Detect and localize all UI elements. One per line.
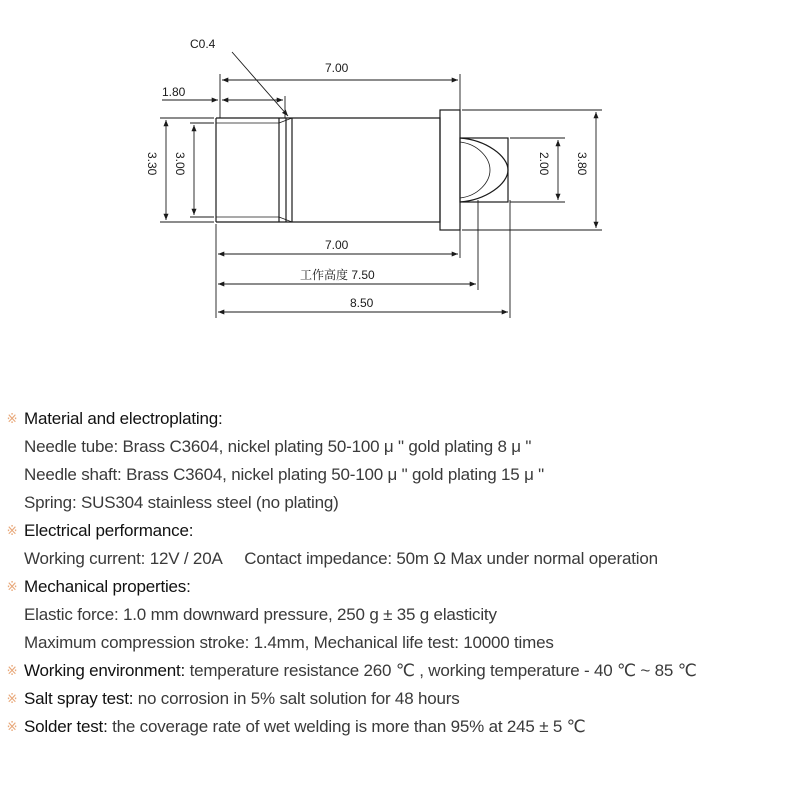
lead-length-label: 1.80 — [162, 85, 186, 99]
part-outline — [216, 110, 508, 230]
sparkle-icon: ※ — [6, 719, 18, 734]
environment-heading: Working environment: — [24, 661, 186, 680]
salt-heading: Salt spray test: — [24, 689, 134, 708]
material-heading: Material and electroplating: — [24, 409, 223, 428]
salt-text: no corrosion in 5% salt solution for 48 hours — [133, 689, 460, 708]
sparkle-icon: ※ — [6, 411, 18, 426]
working-height-label: 工作高度 7.50 — [300, 268, 375, 282]
outer-diameter-label: 3.30 — [145, 152, 159, 176]
inner-diameter-label: 3.00 — [173, 152, 187, 176]
solder-heading: Solder test: — [24, 717, 108, 736]
tip-diameter-label: 2.00 — [537, 152, 551, 176]
dimension-labels — [145, 37, 589, 310]
dimension-lines — [160, 52, 602, 318]
environment-text: temperature resistance 260 ℃ , working temperature - 40 ℃ ~ 85 ℃ — [185, 661, 697, 680]
solder-text: the coverage rate of wet welding is more than 95% at 245 ± 5 ℃ — [107, 717, 586, 736]
sparkle-icon: ※ — [6, 523, 18, 538]
body-length-label: 7.00 — [325, 238, 349, 252]
pogo-pin-dimension-drawing — [0, 0, 800, 360]
top-length-label: 7.00 — [325, 61, 349, 75]
electrical-heading: Electrical performance: — [24, 521, 194, 540]
sparkle-icon: ※ — [6, 579, 18, 594]
sparkle-icon: ※ — [6, 663, 18, 678]
mechanical-heading: Mechanical properties: — [24, 577, 191, 596]
total-length-label: 8.50 — [350, 296, 374, 310]
head-diameter-label: 3.80 — [575, 152, 589, 176]
chamfer-label: C0.4 — [190, 37, 216, 51]
sparkle-icon: ※ — [6, 691, 18, 706]
